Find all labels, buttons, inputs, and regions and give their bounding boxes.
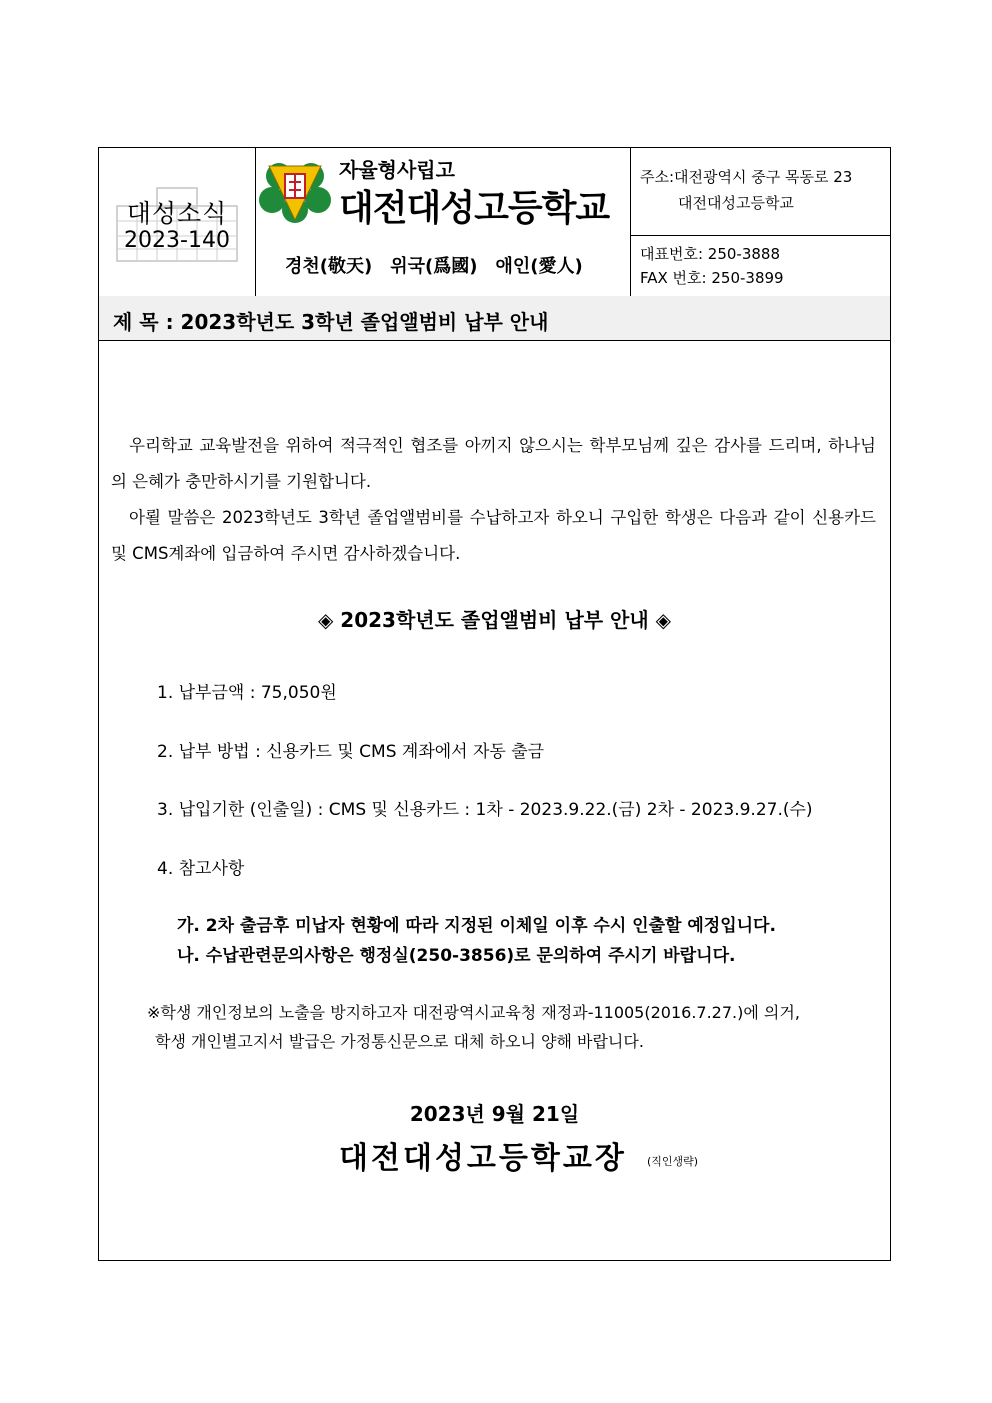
subject-bar [99, 296, 890, 341]
issue-date: 2023년 9월 21일 [409, 1102, 580, 1126]
school-name: 대전대성고등학교 [339, 188, 610, 229]
address-school: 대전대성고등학교 [678, 194, 794, 212]
privacy-note-2: 학생 개인별고지서 발급은 가정통신문으로 대체 하오니 양해 바랍니다. [155, 1032, 644, 1051]
newsletter-title: 대성소식 [126, 199, 228, 228]
seal-omitted-note: (직인생략) [647, 1155, 699, 1168]
item-deadline: 3. 납입기한 (인출일) : CMS 및 신용카드 : 1차 - 2023.9.22.(금) 2차 - 2023.9.27.(수) [157, 800, 813, 820]
newsletter-number: 2023-140 [124, 228, 230, 253]
section-title: ◈ 2023학년도 졸업앨범비 납부 안내 ◈ [317, 608, 672, 632]
sub-item-ga: 가. 2차 출금후 미납자 현황에 따라 지정된 이체일 이후 수시 인출할 예정입니다. [177, 916, 776, 936]
address-cell [630, 148, 890, 236]
sub-item-na: 나. 수납관련문의사항은 행정실(250-3856)로 문의하여 주시기 바랍니다. [177, 946, 736, 966]
main-phone: 대표번호: 250-3888 [640, 245, 780, 263]
principal-name: 대전대성고등학교장 [339, 1141, 627, 1176]
greeting-paragraph: 우리학교 교육발전을 위하여 적극적인 협조를 아끼지 않으시는 학부모님께 깊은 감사를 드리며, 하나님의 은혜가 충만하시기를 기원합니다. [111, 436, 876, 491]
school-logo [259, 160, 331, 226]
contact-cell [630, 235, 890, 296]
newsletter-cell [99, 148, 256, 296]
subject-title: 제 목 : 2023학년도 3학년 졸업앨범비 납부 안내 [113, 310, 549, 334]
fax-number: FAX 번호: 250-3899 [640, 269, 784, 287]
school-type: 자율형사립고 [339, 158, 455, 182]
request-paragraph: 아뢸 말씀은 2023학년도 3학년 졸업앨범비를 수납하고자 하오니 구입한 학생은 다음과 같이 신용카드 및 CMS계좌에 입금하여 주시면 감사하겠습니다. [111, 508, 876, 563]
letterhead [99, 148, 890, 297]
item-method: 2. 납부 방법 : 신용카드 및 CMS 계좌에서 자동 출금 [157, 742, 545, 762]
school-cell [255, 148, 631, 296]
item-notes: 4. 참고사항 [157, 859, 245, 879]
school-motto: 경천(敬天) 위국(爲國) 애인(愛人) [285, 256, 583, 277]
document-frame [98, 147, 891, 1261]
address-line: 주소:대전광역시 중구 목동로 23 [640, 168, 853, 186]
item-amount: 1. 납부금액 : 75,050원 [157, 683, 337, 703]
privacy-note: ※학생 개인정보의 노출을 방지하고자 대전광역시교육청 재정과-11005(2016.7.27.)에 의거, [147, 1003, 800, 1022]
